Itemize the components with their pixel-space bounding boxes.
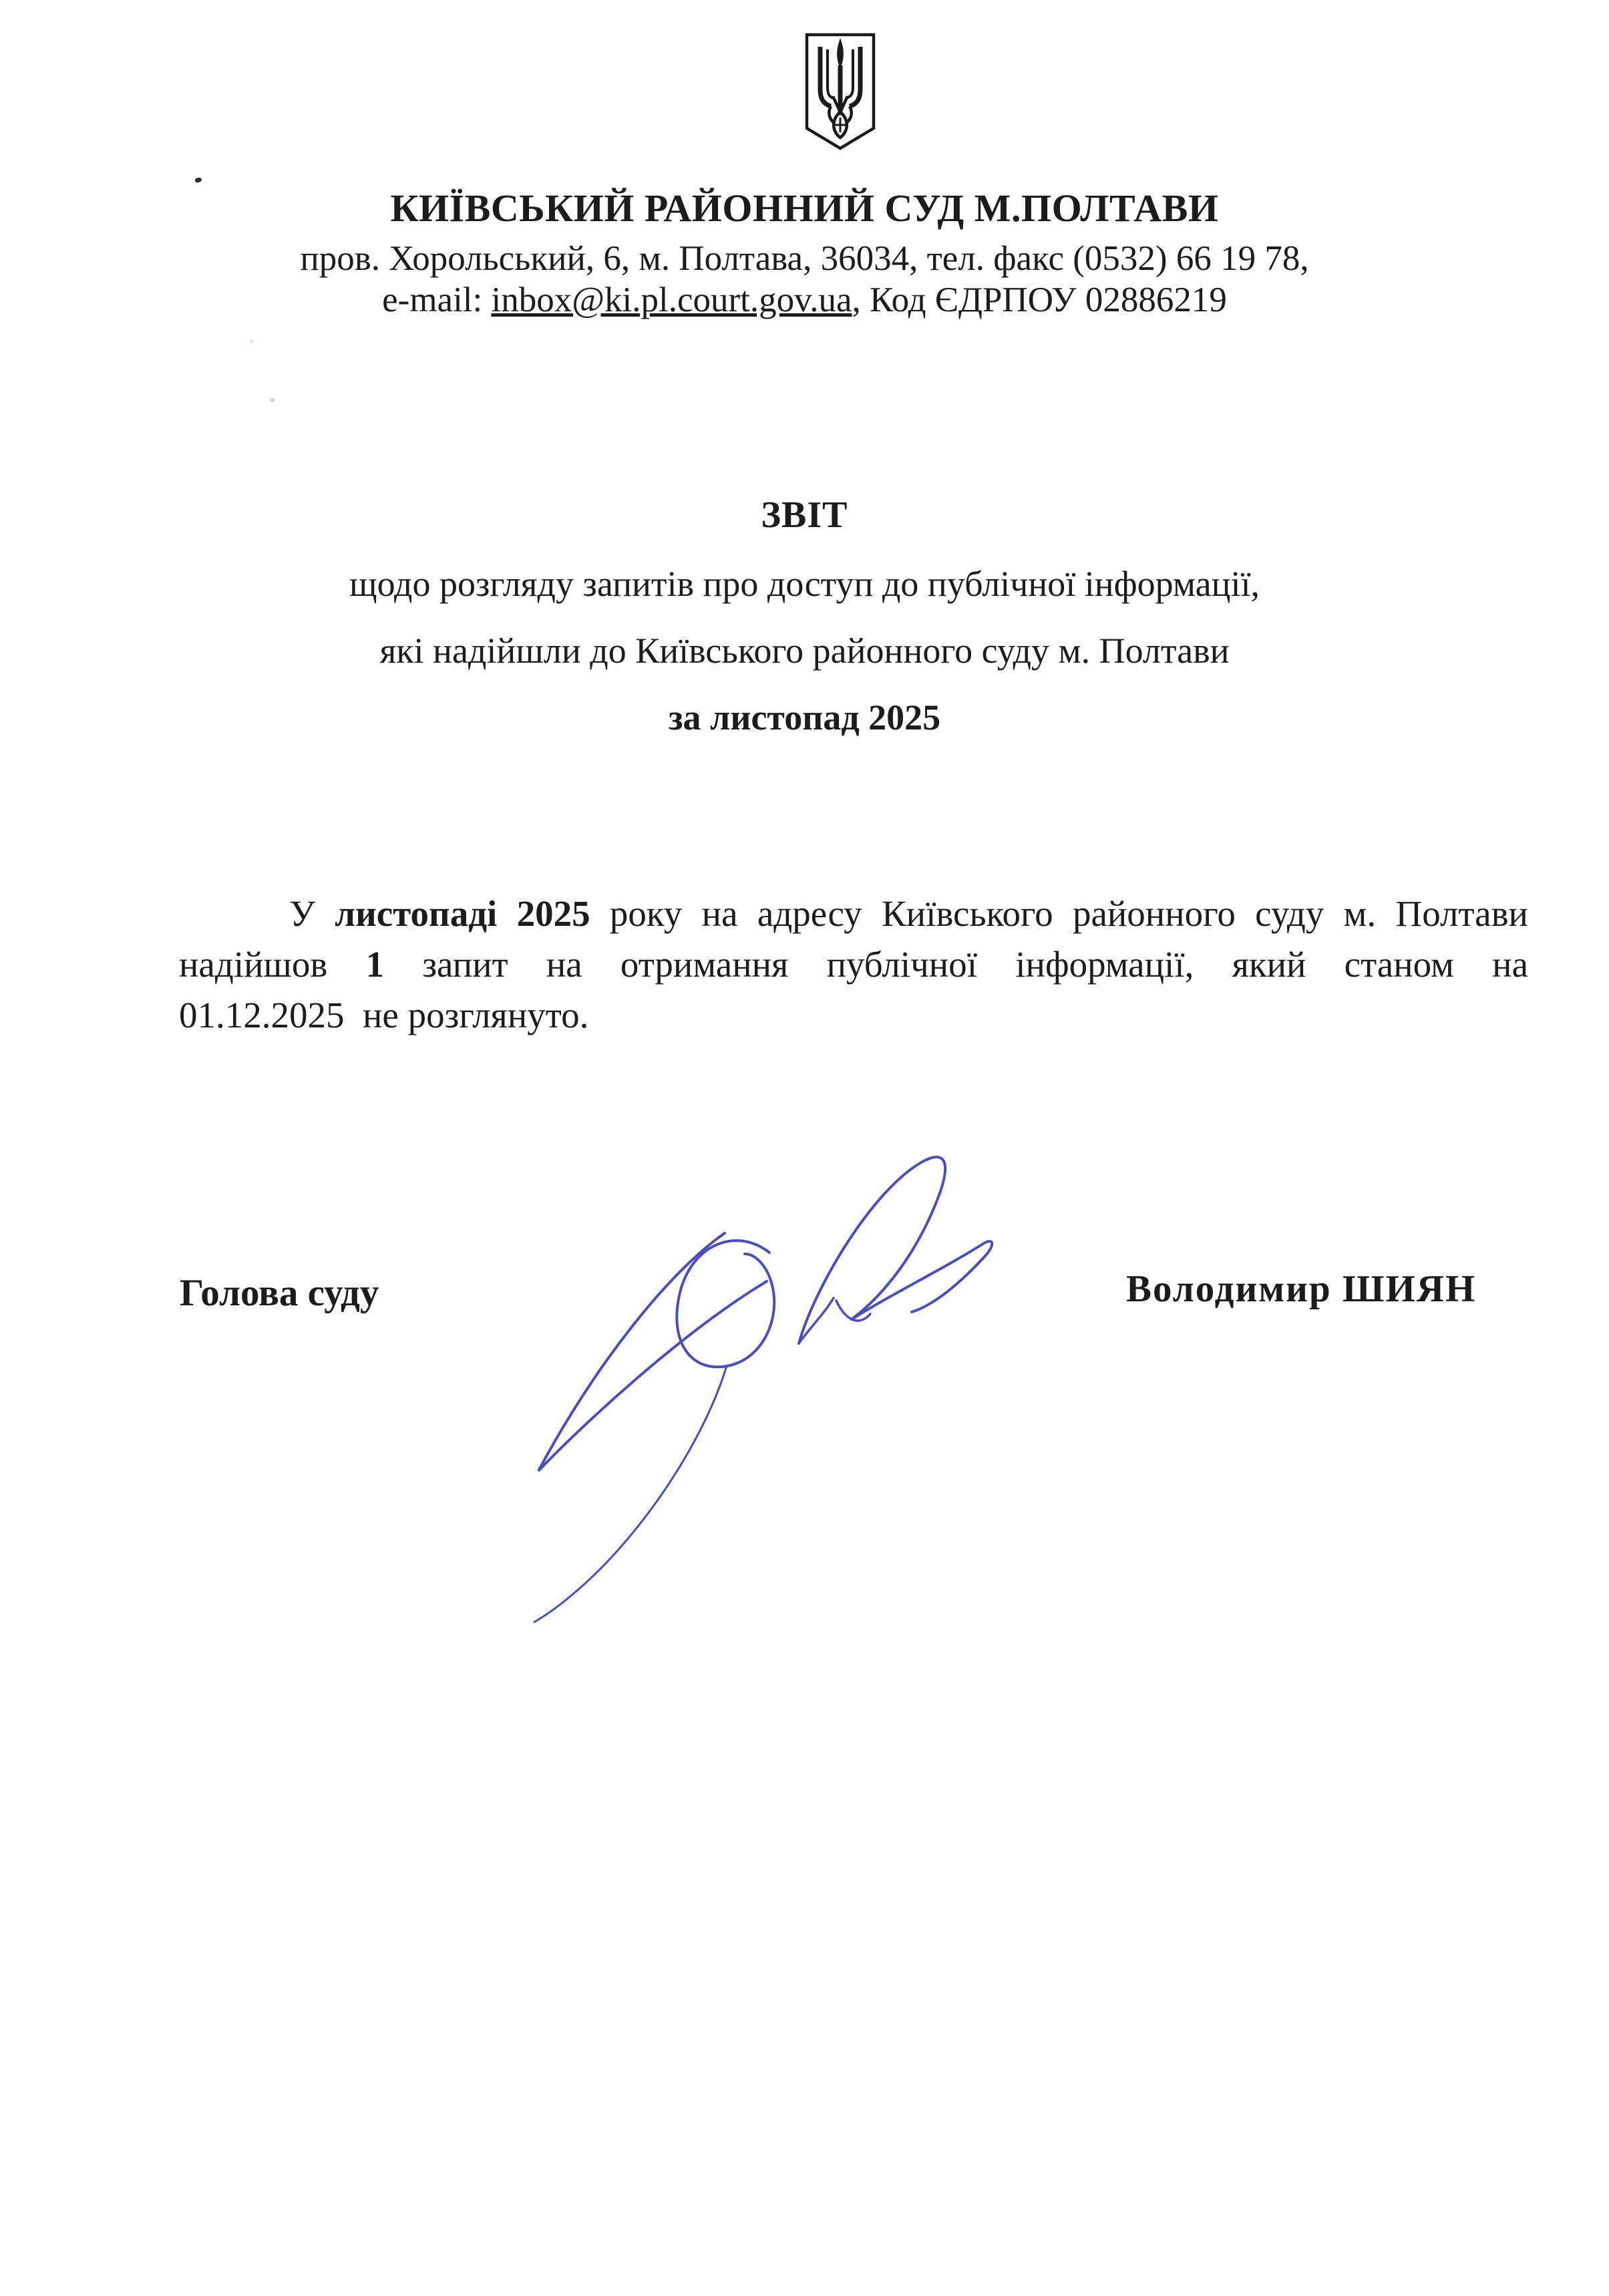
signer-position-title: Голова суду xyxy=(180,1272,379,1314)
body-line-2 xyxy=(179,939,1528,990)
signature-left-loop xyxy=(538,1233,767,1471)
trident-spear-tip xyxy=(838,40,843,67)
report-title: ЗВІТ xyxy=(761,494,848,536)
contact-line xyxy=(0,279,1609,321)
address-line: пров. Хорольський, 6, м. Полтава, 36034, тел. факс (0532) 66 19 78, xyxy=(300,239,1309,278)
text-segment: 1 xyxy=(365,944,385,985)
court-name: КИЇВСЬКИЙ РАЙОННИЙ СУД М.ПОЛТАВИ xyxy=(390,186,1219,230)
report-period: за листопад 2025 xyxy=(668,697,941,737)
ukraine-trident-emblem-icon xyxy=(803,32,877,151)
text-segment: У xyxy=(289,893,335,934)
body-line-3 xyxy=(179,990,1528,1041)
scan-speck xyxy=(250,339,253,343)
body-paragraph xyxy=(179,888,1528,1041)
signature-tail xyxy=(534,1366,727,1622)
text-segment: року на адресу Київського районного суду м. Полтави xyxy=(590,893,1528,934)
letterhead xyxy=(0,187,1609,321)
body-line-1 xyxy=(179,888,1528,939)
signer-name: Володимир ШИЯН xyxy=(1126,1268,1477,1310)
scan-speck xyxy=(194,177,202,184)
text-segment: листопаді 2025 xyxy=(335,893,590,934)
email-address: inbox@ki.pl.court.gov.ua xyxy=(491,281,852,319)
handwritten-signature xyxy=(514,1146,1009,1633)
scan-speck xyxy=(271,398,275,402)
report-subtitle-line2: які надійшли до Київського районного суду м. Полтави xyxy=(379,631,1230,671)
email-label: e-mail: xyxy=(382,281,492,319)
report-subtitle-line1: щодо розгляду запитів про доступ до публічної інформації, xyxy=(349,564,1260,604)
text-segment: надійшов xyxy=(179,944,366,985)
text-segment: запит на отримання публічної інформації, який станом на xyxy=(384,944,1528,985)
edrpou-code: , Код ЄДРПОУ 02886219 xyxy=(852,281,1227,319)
text-segment: 01.12.2025 не розглянуто. xyxy=(179,995,589,1035)
signature-right-flourish xyxy=(852,1241,992,1319)
signature-connector xyxy=(799,1298,870,1343)
report-title-block xyxy=(0,496,1609,736)
